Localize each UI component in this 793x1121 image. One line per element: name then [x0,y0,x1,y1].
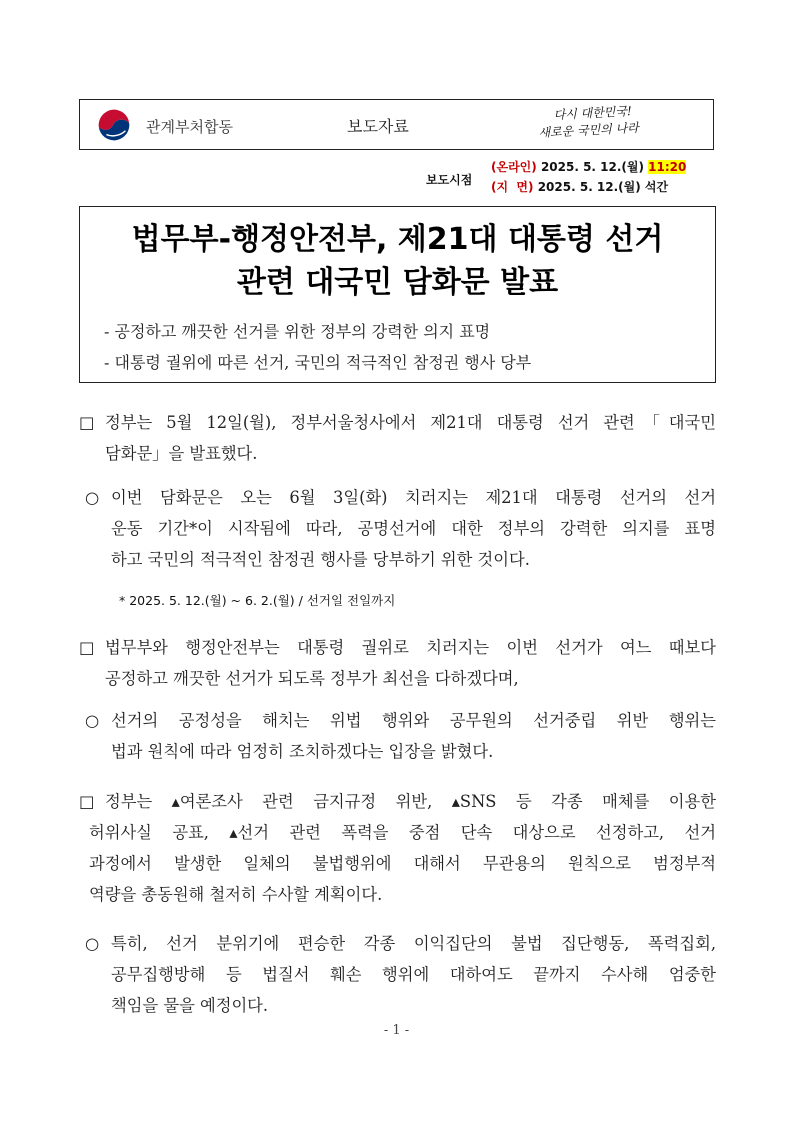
release-print-row [491,178,668,195]
headline-line-2: 관련 대국민 담화문 발표 [236,265,559,300]
square-bullet: □ [79,413,95,432]
paragraph-4-line-1: 선거의 공정성을 해치는 위법 행위와 공무원의 선거중립 위반 행위는 [111,711,716,730]
paragraph-4-line-2: 법과 원칙에 따라 엄정히 조치하겠다는 입장을 밝혔다. [111,742,494,761]
online-time: 11:20 [648,160,687,174]
paragraph-2 [85,482,716,575]
paragraph-6-line-3: 책임을 물을 예정이다. [111,996,269,1015]
paragraph-4 [85,705,716,767]
paragraph-3-line-2: 공정하고 깨끗한 선거가 되도록 정부가 최선을 다하겠다며, [105,669,519,688]
circle-bullet: ○ [85,488,100,507]
release-online-row [491,158,686,175]
slogan-line-2: 새로운 국민의 나라 [538,120,640,140]
paragraph-5-line-1: 정부는 ▴여론조사 관련 금지규정 위반, ▴SNS 등 각종 매체를 이용한 [105,792,716,811]
paragraph-2-line-1: 이번 담화문은 오는 6월 3일(화) 치러지는 제21대 대통령 선거의 선거 [111,488,716,507]
paragraph-5 [79,786,716,910]
circle-bullet: ○ [85,711,100,730]
paragraph-2-line-3: 하고 국민의 적극적인 참정권 행사를 당부하기 위한 것이다. [111,550,530,569]
paragraph-5-line-3: 과정에서 발생한 일체의 불법행위에 대해서 무관용의 원칙으로 범정부적 [89,854,716,873]
paragraph-2-line-2: 운동 기간*이 시작됨에 따라, 공명선거에 대한 정부의 강력한 의지를 표명 [111,519,716,538]
paragraph-3-line-1: 법무부와 행정안전부는 대통령 궐위로 치러지는 이번 선거가 여느 때보다 [105,638,716,657]
paragraph-1-line-2: 담화문」을 발표했다. [105,444,258,463]
agency-name: 관계부처합동 [146,118,233,136]
subtitle-1: - 공정하고 깨끗한 선거를 위한 정부의 강력한 의지 표명 [104,322,491,341]
paragraph-6-line-1: 특히, 선거 분위기에 편승한 각종 이익집단의 불법 집단행동, 폭력집회, [111,934,716,953]
paragraph-6 [85,928,716,1021]
slogan-line-1: 다시 대한민국! [553,104,633,123]
print-date: 2025. 5. 12.(월) 석간 [537,180,669,194]
circle-bullet: ○ [85,934,100,953]
footnote: * 2025. 5. 12.(월) ~ 6. 2.(월) / 선거일 전일까지 [119,593,396,608]
headline-line-1: 법무부-행정안전부, 제21대 대통령 선거 [131,222,664,257]
paragraph-3 [79,632,716,694]
page-number: - 1 - [383,1023,410,1038]
paragraph-5-line-4: 역량을 총동원해 철저히 수사할 계획이다. [89,885,383,904]
headline [79,218,716,304]
release-time-label: 보도시점 [426,173,473,187]
paragraph-1-line-1: 정부는 5월 12일(월), 정부서울청사에서 제21대 대통령 선거 관련「대국민 [105,413,716,432]
square-bullet: □ [79,638,95,657]
square-bullet: □ [79,792,95,811]
paragraph-5-line-2: 허위사실 공표, ▴선거 관련 폭력을 중점 단속 대상으로 선정하고, 선거 [89,823,716,842]
subtitle-2: - 대통령 궐위에 따른 선거, 국민의 적극적인 참정권 행사 당부 [104,353,532,372]
paragraph-1 [79,407,716,469]
print-channel: (지 면) [491,180,534,194]
paragraph-6-line-2: 공무집행방해 등 법질서 훼손 행위에 대하여도 끝까지 수사해 엄중한 [111,965,716,984]
online-channel: (온라인) [491,160,537,174]
online-date: 2025. 5. 12.(월) [540,160,644,174]
government-emblem-icon [95,106,133,144]
document-type: 보도자료 [347,117,409,136]
